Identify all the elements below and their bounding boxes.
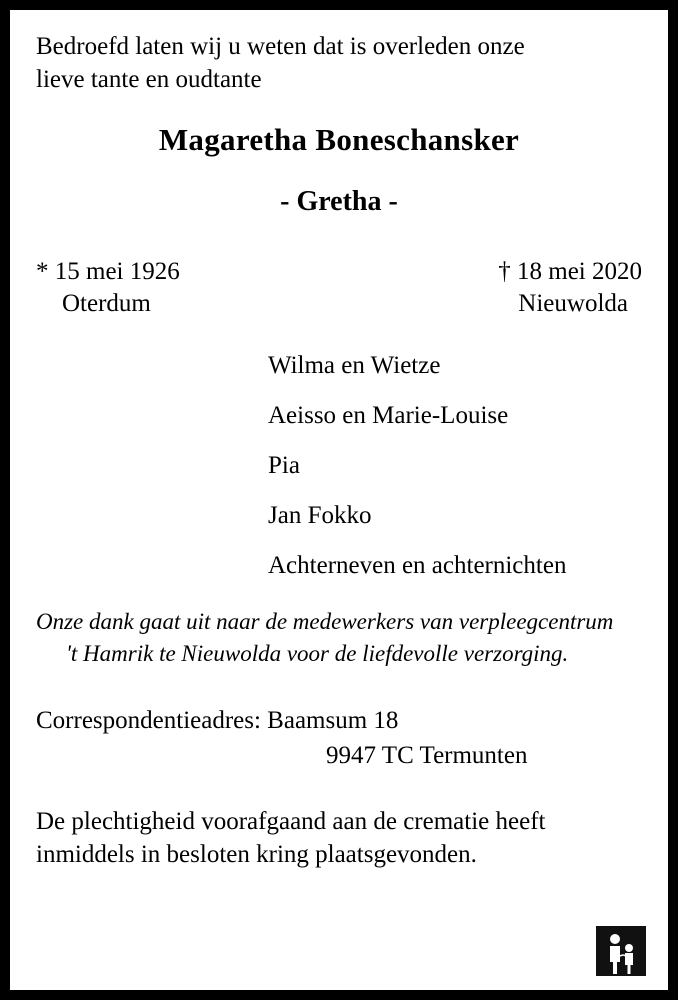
name-block (36, 122, 642, 218)
intro-line-2: lieve tante en oudtante (36, 66, 262, 93)
deceased-full-name: Magaretha Boneschansker (158, 122, 520, 157)
survivors-list (36, 352, 642, 580)
birth-date: * 15 mei 1926 (36, 258, 180, 285)
thanks-line-2: 't Hamrik te Nieuwolda voor de liefdevolle verzorging. (66, 641, 569, 667)
birth-place: Oterdum (62, 290, 151, 317)
closing-line-2: inmiddels in besloten kring plaatsgevonden. (36, 841, 477, 869)
death-place: Nieuwolda (518, 290, 628, 317)
intro-text (36, 30, 642, 96)
death-date: † 18 mei 2020 (498, 258, 642, 285)
list-item: Jan Fokko (268, 502, 372, 529)
address-line-2: 9947 TC Termunten (326, 741, 528, 769)
funeral-home-logo-icon (596, 926, 646, 976)
address-line-1: Correspondentieadres: Baamsum 18 (36, 707, 399, 735)
life-dates (36, 258, 642, 318)
list-item: Achterneven en achternichten (268, 552, 567, 579)
birth-info (36, 258, 327, 318)
death-info (351, 258, 642, 318)
intro-line-1: Bedroefd laten wij u weten dat is overleden onze (36, 33, 525, 60)
list-item: Aeisso en Marie-Louise (268, 402, 509, 429)
closing-line-1: De plechtigheid voorafgaand aan de crematie heeft (36, 808, 546, 836)
list-item: Wilma en Wietze (268, 352, 441, 379)
correspondence-address (36, 704, 642, 773)
thanks-line-1: Onze dank gaat uit naar de medewerkers van verpleegcentrum (36, 609, 614, 634)
deceased-nickname: - Gretha - (280, 186, 398, 217)
thanks-text (36, 606, 642, 670)
closing-text (36, 805, 642, 871)
obituary-card (10, 10, 668, 990)
list-item: Pia (268, 452, 300, 479)
